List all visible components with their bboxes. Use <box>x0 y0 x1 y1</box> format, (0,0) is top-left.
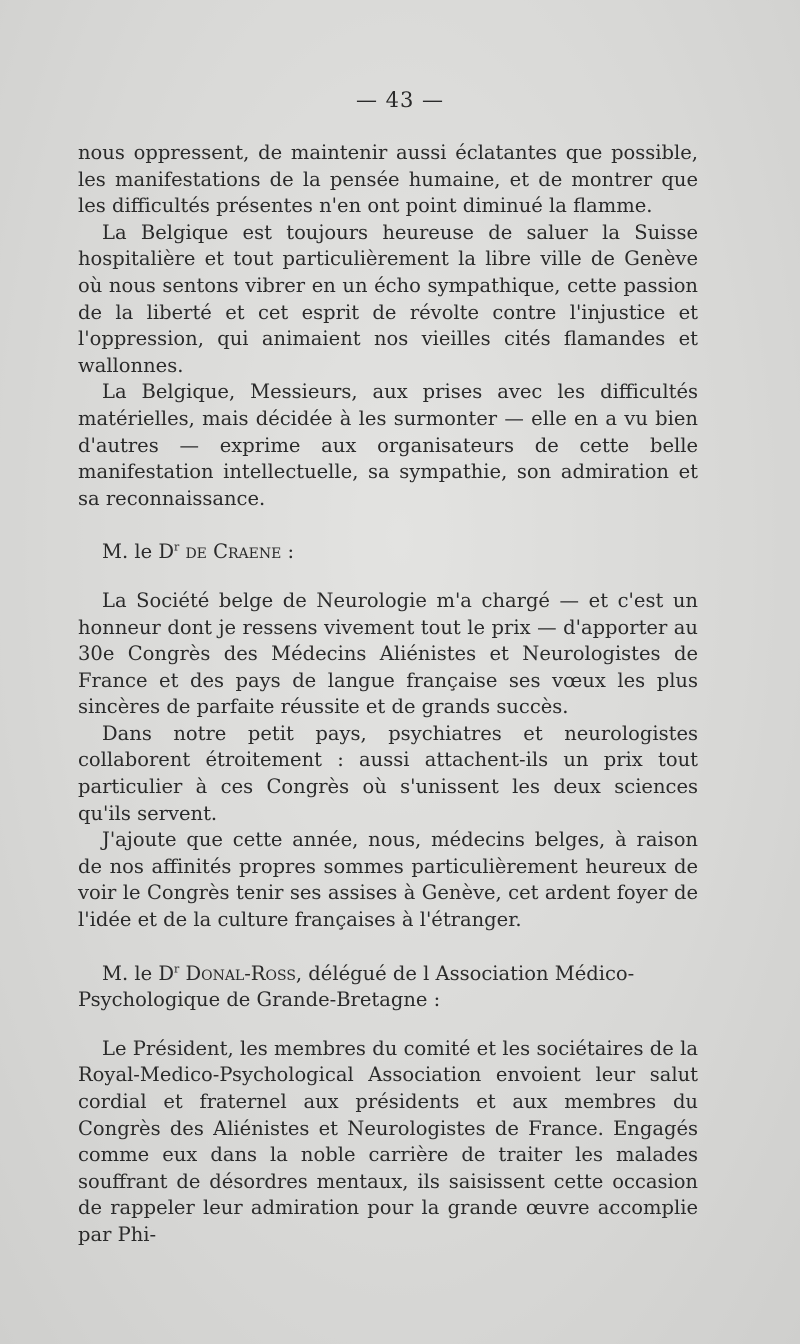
speaker-suffix: , délégué de l Association Médico-Psychologique de Grande-Bretagne : <box>78 961 635 1012</box>
speaker-name: de Craene <box>185 540 282 564</box>
speaker-prefix: M. le D <box>102 540 174 564</box>
paragraph: La Société belge de Neurologie m'a chargé — et c'est un honneur dont je ressens vivement tout le prix — d'apporter au 30e Congrès des Médecins Aliénistes et Neurologistes de France et des pays de langue française ses vœux les plus sincères de parfaite réussite et de grands succès. <box>78 588 698 719</box>
paragraph: Dans notre petit pays, psychiatres et neurologistes collaborent étroitement : aussi attachent-ils un prix tout particulier à ces Congrès où s'unissent les deux sciences qu'ils servent. <box>78 721 698 825</box>
paragraph: nous oppressent, de maintenir aussi éclatantes que possible, les manifestations de la pensée humaine, et de montrer que les difficultés présentes n'en ont point diminué la flamme. <box>78 141 698 218</box>
speaker-name: Donal-Ross <box>185 961 296 985</box>
paragraph: La Belgique, Messieurs, aux prises avec les difficultés matérielles, mais décidée à les surmonter — elle en a vu bien d'autres — exprime aux organisateurs de cette belle manifestation intellectuelle, sa sympathie, son admiration et sa reconnaissance. <box>78 380 698 510</box>
paragraph: Le Président, les membres du comité et les sociétaires de la Royal-Medico-Psychological Association envoient leur salut cordial et fraternel aux présidents et aux membres du Congrès des Aliénistes et Neurologistes de France. Engagés comme eux dans la noble carrière de traiter les malades souffrant de désordres mentaux, ils saisissent cette occasion de rappeler leur admiration pour la grande œuvre accomplie par Phi- <box>78 1036 698 1246</box>
body-text <box>78 140 698 1249</box>
speaker-suffix: : <box>281 540 295 564</box>
speaker-prefix: M. le D <box>102 961 174 985</box>
page-number: — 43 — <box>355 88 445 112</box>
speaker-heading <box>78 961 698 1014</box>
paragraph: La Belgique est toujours heureuse de saluer la Suisse hospitalière et tout particulièrement la libre ville de Genève où nous sentons vibrer en un écho sympathique, cette passion de la liberté et cet esprit de révolte contre l'injustice et l'oppression, qui animaient nos vieilles cités flamandes et wallonnes. <box>78 220 698 377</box>
speaker-heading <box>78 539 698 566</box>
speaker-title-sup: r <box>173 540 180 554</box>
paragraph: J'ajoute que cette année, nous, médecins belges, à raison de nos affinités propres sommes particulièrement heureux de voir le Congrès tenir ses assises à Genève, cet ardent foyer de l'idée et de la culture françaises à l'étranger. <box>78 828 698 932</box>
speaker-title-sup: r <box>173 962 180 976</box>
